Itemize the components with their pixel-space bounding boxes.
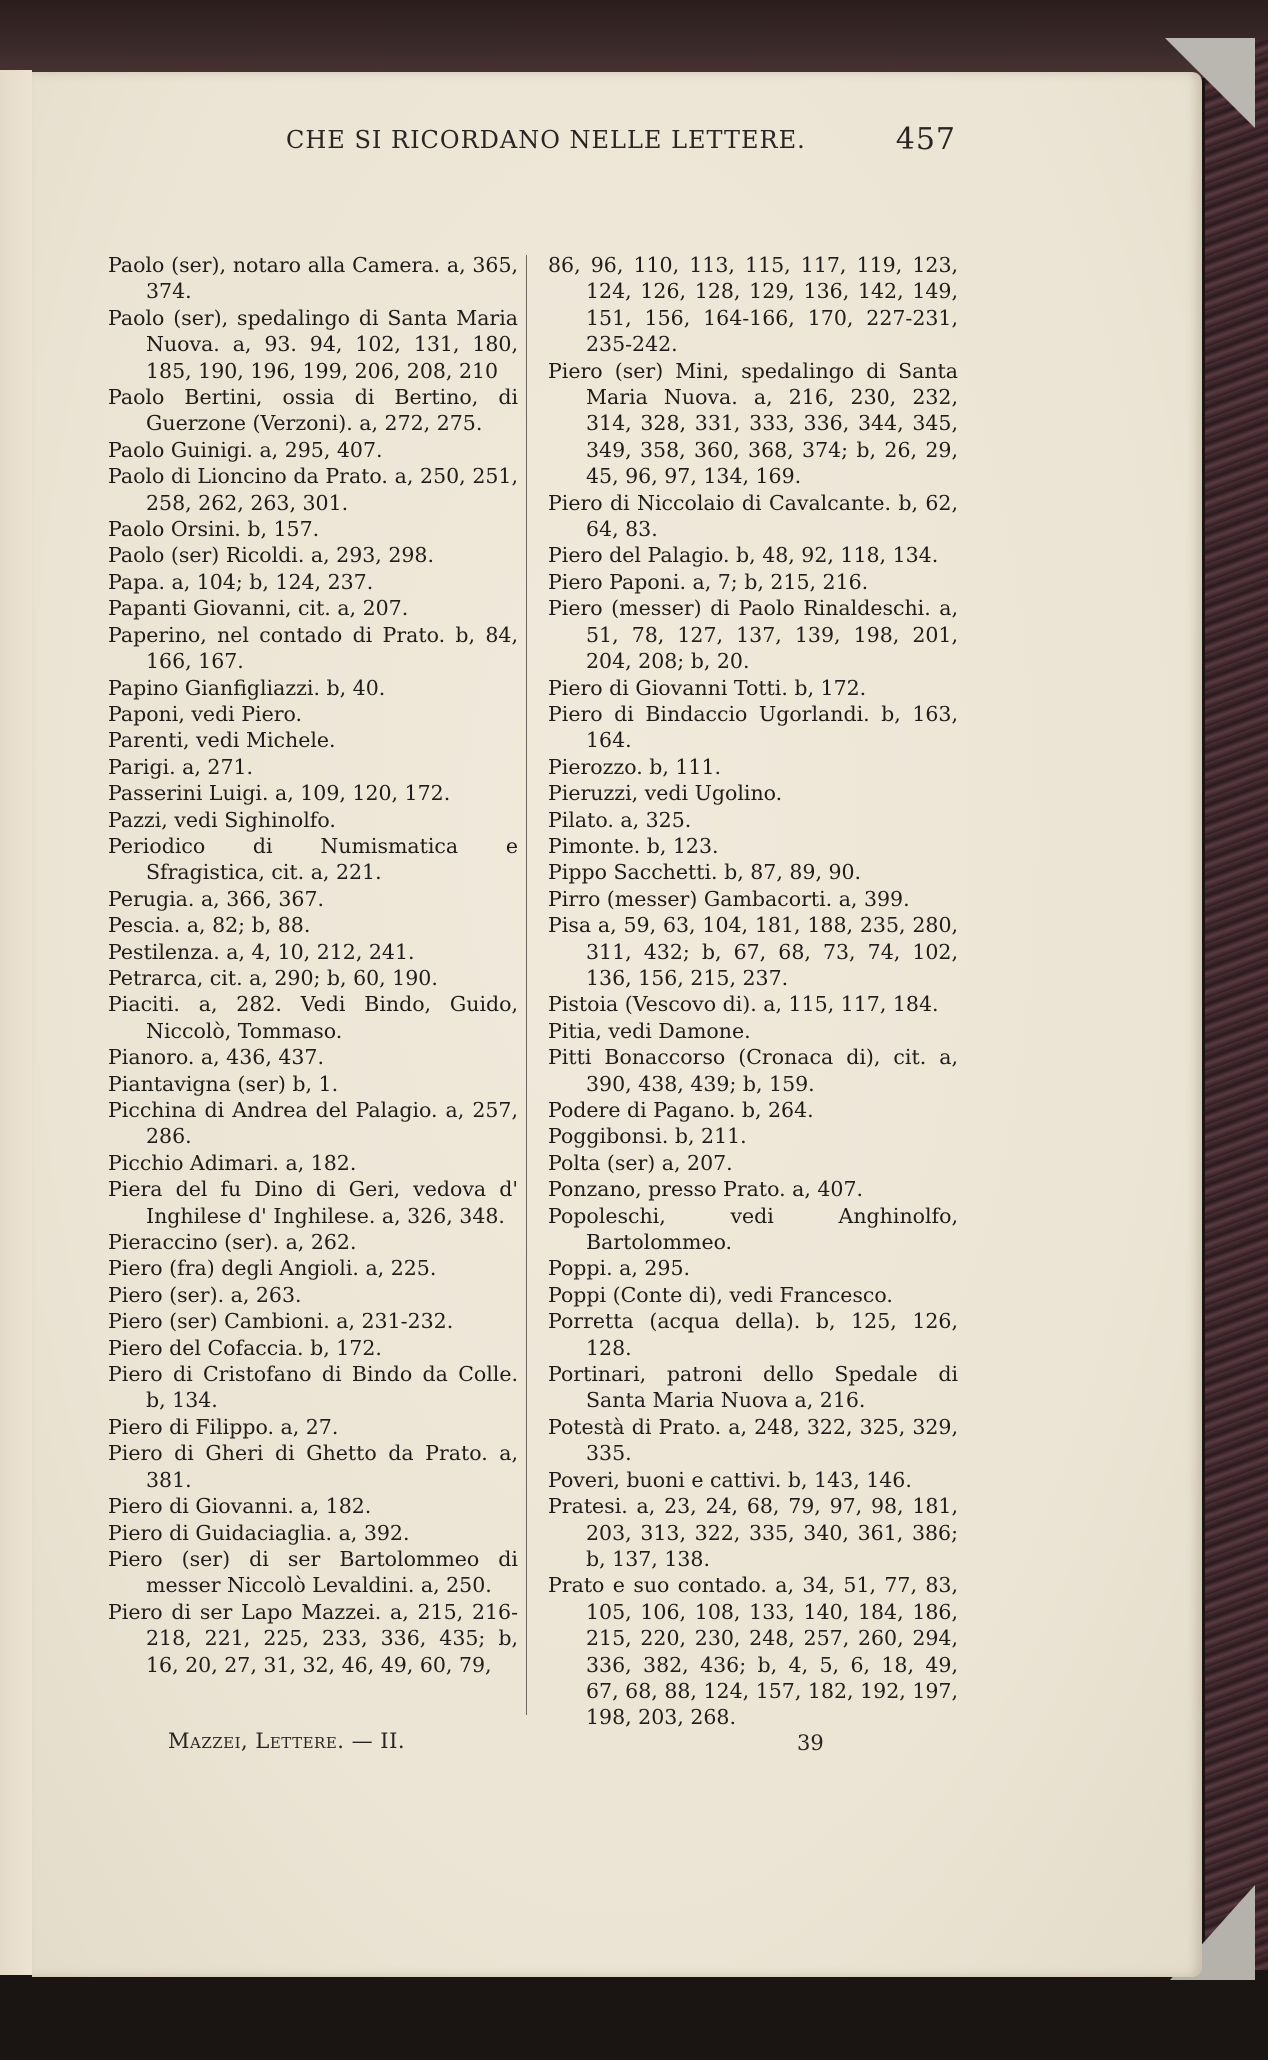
index-entry: Pianoro. a, 436, 437. [108, 1045, 324, 1070]
index-entry: Portinari, patroni dello Spedale di Santa Maria Nuova a, 216. [548, 1362, 958, 1413]
index-entry: Piero di Cristofano di Bindo da Colle. b, 134. [108, 1362, 518, 1413]
index-entry: Petrarca, cit. a, 290; b, 60, 190. [108, 965, 438, 990]
index-entry: Paolo di Lioncino da Prato. a, 250, 251, 258, 262, 263, 301. [108, 464, 518, 515]
index-entry: Piero (ser). a, 263. [108, 1282, 302, 1307]
index-entry: Porretta (acqua della). b, 125, 126, 128. [548, 1309, 958, 1360]
index-entry: Piero di Giovanni. a, 182. [108, 1494, 372, 1519]
running-head-title: CHE SI RICORDANO NELLE LETTERE. [286, 126, 806, 154]
index-entry: Parenti, vedi Michele. [108, 728, 336, 753]
index-entry: Piero (fra) degli Angioli. a, 225. [108, 1256, 437, 1281]
index-entry: Piero (ser) Cambioni. a, 231-232. [108, 1309, 454, 1334]
index-entry: Piero Paponi. a, 7; b, 215, 216. [548, 569, 869, 594]
index-entry: Potestà di Prato. a, 248, 322, 325, 329, 335. [548, 1414, 958, 1466]
index-entry: Poppi. a, 295. [548, 1256, 691, 1281]
index-entry: Pratesi. a, 23, 24, 68, 79, 97, 98, 181, 203, 313, 322, 335, 340, 361, 386; b, 137, 138. [548, 1494, 958, 1571]
index-entry: Popoleschi, vedi Anghinolfo, Bartolommeo. [548, 1203, 958, 1255]
index-entry: Pimonte. b, 123. [548, 833, 719, 858]
index-entry: Piantavigna (ser) b, 1. [108, 1071, 339, 1096]
index-entry: Pieruzzi, vedi Ugolino. [548, 781, 783, 806]
index-entry: Piero di Bindaccio Ugorlandi. b, 163, 164. [548, 701, 958, 753]
index-entry: Pilato. a, 325. [548, 807, 692, 832]
index-entry: Papino Gianfigliazzi. b, 40. [108, 675, 386, 700]
index-entry: Ponzano, presso Prato. a, 407. [548, 1177, 864, 1202]
index-entry: Perugia. a, 366, 367. [108, 886, 325, 911]
index-entry: Papanti Giovanni, cit. a, 207. [108, 596, 409, 621]
index-entry: Paolo Guinigi. a, 295, 407. [108, 437, 383, 462]
index-entry: Pisa a, 59, 63, 104, 181, 188, 235, 280, 311, 432; b, 67, 68, 73, 74, 102, 136, 156, 215, 237. [548, 913, 958, 990]
index-entry: Piaciti. a, 282. Vedi Bindo, Guido, Niccolò, Tommaso. [108, 992, 518, 1043]
index-entry: Picchina di Andrea del Palagio. a, 257, 286. [108, 1098, 518, 1149]
index-entry: Polta (ser) a, 207. [548, 1150, 733, 1175]
index-entry: Prato e suo contado. a, 34, 51, 77, 83, 105, 106, 108, 133, 140, 184, 186, 215, 220, 230, 248, 257, 260, 294, 336, 382, 436; b, 4, 5, 6, 18, 49, 67, 68, 88, 124, 157, 182, 192, 197, 198, 203, 268. [548, 1573, 958, 1730]
signature-number: 39 [797, 1731, 824, 1755]
index-entry: Parigi. a, 271. [108, 754, 254, 779]
index-entry: Poppi (Conte di), vedi Francesco. [548, 1282, 893, 1307]
index-entry: Paolo (ser), spedalingo di Santa Maria Nuova. a, 93. 94, 102, 131, 180, 185, 190, 196, 199, 206, 208, 210 [108, 305, 518, 383]
book-edge-top [0, 0, 1268, 78]
index-entry: Pierozzo. b, 111. [548, 754, 722, 779]
index-entry: Piera del fu Dino di Geri, vedova d' Inghilese d' Inghilese. a, 326, 348. [108, 1177, 518, 1228]
index-entry: Piero del Cofaccia. b, 172. [108, 1335, 382, 1360]
index-entry: Paolo Orsini. b, 157. [108, 517, 320, 542]
index-column-right [548, 252, 958, 1731]
index-entry: Picchio Adimari. a, 182. [108, 1150, 357, 1175]
index-entry: Piero di Guidaciaglia. a, 392. [108, 1520, 410, 1545]
index-entry: Pistoia (Vescovo di). a, 115, 117, 184. [548, 992, 939, 1017]
index-entry: Poggibonsi. b, 211. [548, 1124, 747, 1149]
index-entry: Paolo Bertini, ossia di Bertino, di Guerzone (Verzoni). a, 272, 275. [108, 385, 518, 436]
index-entry: Pirro (messer) Gambacorti. a, 399. [548, 886, 910, 911]
index-entry: Piero (messer) di Paolo Rinaldeschi. a, 51, 78, 127, 137, 139, 198, 201, 204, 208; b, 20. [548, 596, 958, 674]
index-entry: Papa. a, 104; b, 124, 237. [108, 569, 374, 594]
index-entry: Passerini Luigi. a, 109, 120, 172. [108, 781, 451, 806]
index-entry: Piero del Palagio. b, 48, 92, 118, 134. [548, 543, 939, 568]
previous-page-edge [0, 70, 32, 1975]
index-entry: Poveri, buoni e cattivi. b, 143, 146. [548, 1467, 912, 1492]
index-entry: Paperino, nel contado di Prato. b, 84, 166, 167. [108, 622, 518, 674]
index-entry: Pitti Bonaccorso (Cronaca di), cit. a, 390, 438, 439; b, 159. [548, 1045, 958, 1096]
index-entry: Piero di Niccolaio di Cavalcante. b, 62, 64, 83. [548, 490, 958, 542]
index-entry: Pescia. a, 82; b, 88. [108, 913, 311, 938]
column-rule [526, 255, 527, 1715]
index-entry: Pippo Sacchetti. b, 87, 89, 90. [548, 860, 862, 885]
index-entry: Podere di Pagano. b, 264. [548, 1098, 814, 1122]
index-entry: Paponi, vedi Piero. [108, 701, 303, 726]
running-head [286, 122, 956, 166]
index-column-left [108, 252, 518, 1678]
index-entry: Periodico di Numismatica e Sfragistica, cit. a, 221. [108, 833, 518, 885]
index-entry: Piero (ser) Mini, spedalingo di Santa Maria Nuova. a, 216, 230, 232, 314, 328, 331, 333, 336, 344, 345, 349, 358, 360, 368, 374; b, 26, 29, 45, 96, 97, 134, 169. [548, 358, 958, 489]
page-number: 457 [895, 122, 956, 157]
index-entry: Piero (ser) di ser Bartolommeo di messer Niccolò Levaldini. a, 250. [108, 1546, 518, 1598]
index-entry: 86, 96, 110, 113, 115, 117, 119, 123, 124, 126, 128, 129, 136, 142, 149, 151, 156, 164-166, 170, 227-231, 235-242. [548, 253, 958, 357]
index-entry: Piero di Gheri di Ghetto da Prato. a, 381. [108, 1441, 518, 1492]
index-entry: Pieraccino (ser). a, 262. [108, 1230, 357, 1255]
index-entry: Paolo (ser), notaro alla Camera. a, 365, 374. [108, 253, 518, 304]
index-entry: Pazzi, vedi Sighinolfo. [108, 807, 336, 832]
index-entry: Piero di Giovanni Totti. b, 172. [548, 675, 867, 700]
index-entry: Pestilenza. a, 4, 10, 212, 241. [108, 939, 415, 964]
index-entry: Piero di Filippo. a, 27. [108, 1414, 339, 1439]
signature-line: Mazzei, Lettere. — II. [168, 1729, 406, 1753]
marbled-cover [1205, 40, 1268, 1970]
index-entry: Piero di ser Lapo Mazzei. a, 215, 216-218, 221, 225, 233, 336, 435; b, 16, 20, 27, 31, 32, 46, 49, 60, 79, [108, 1599, 518, 1677]
index-entry: Paolo (ser) Ricoldi. a, 293, 298. [108, 543, 434, 568]
index-entry: Pitia, vedi Damone. [548, 1018, 751, 1043]
